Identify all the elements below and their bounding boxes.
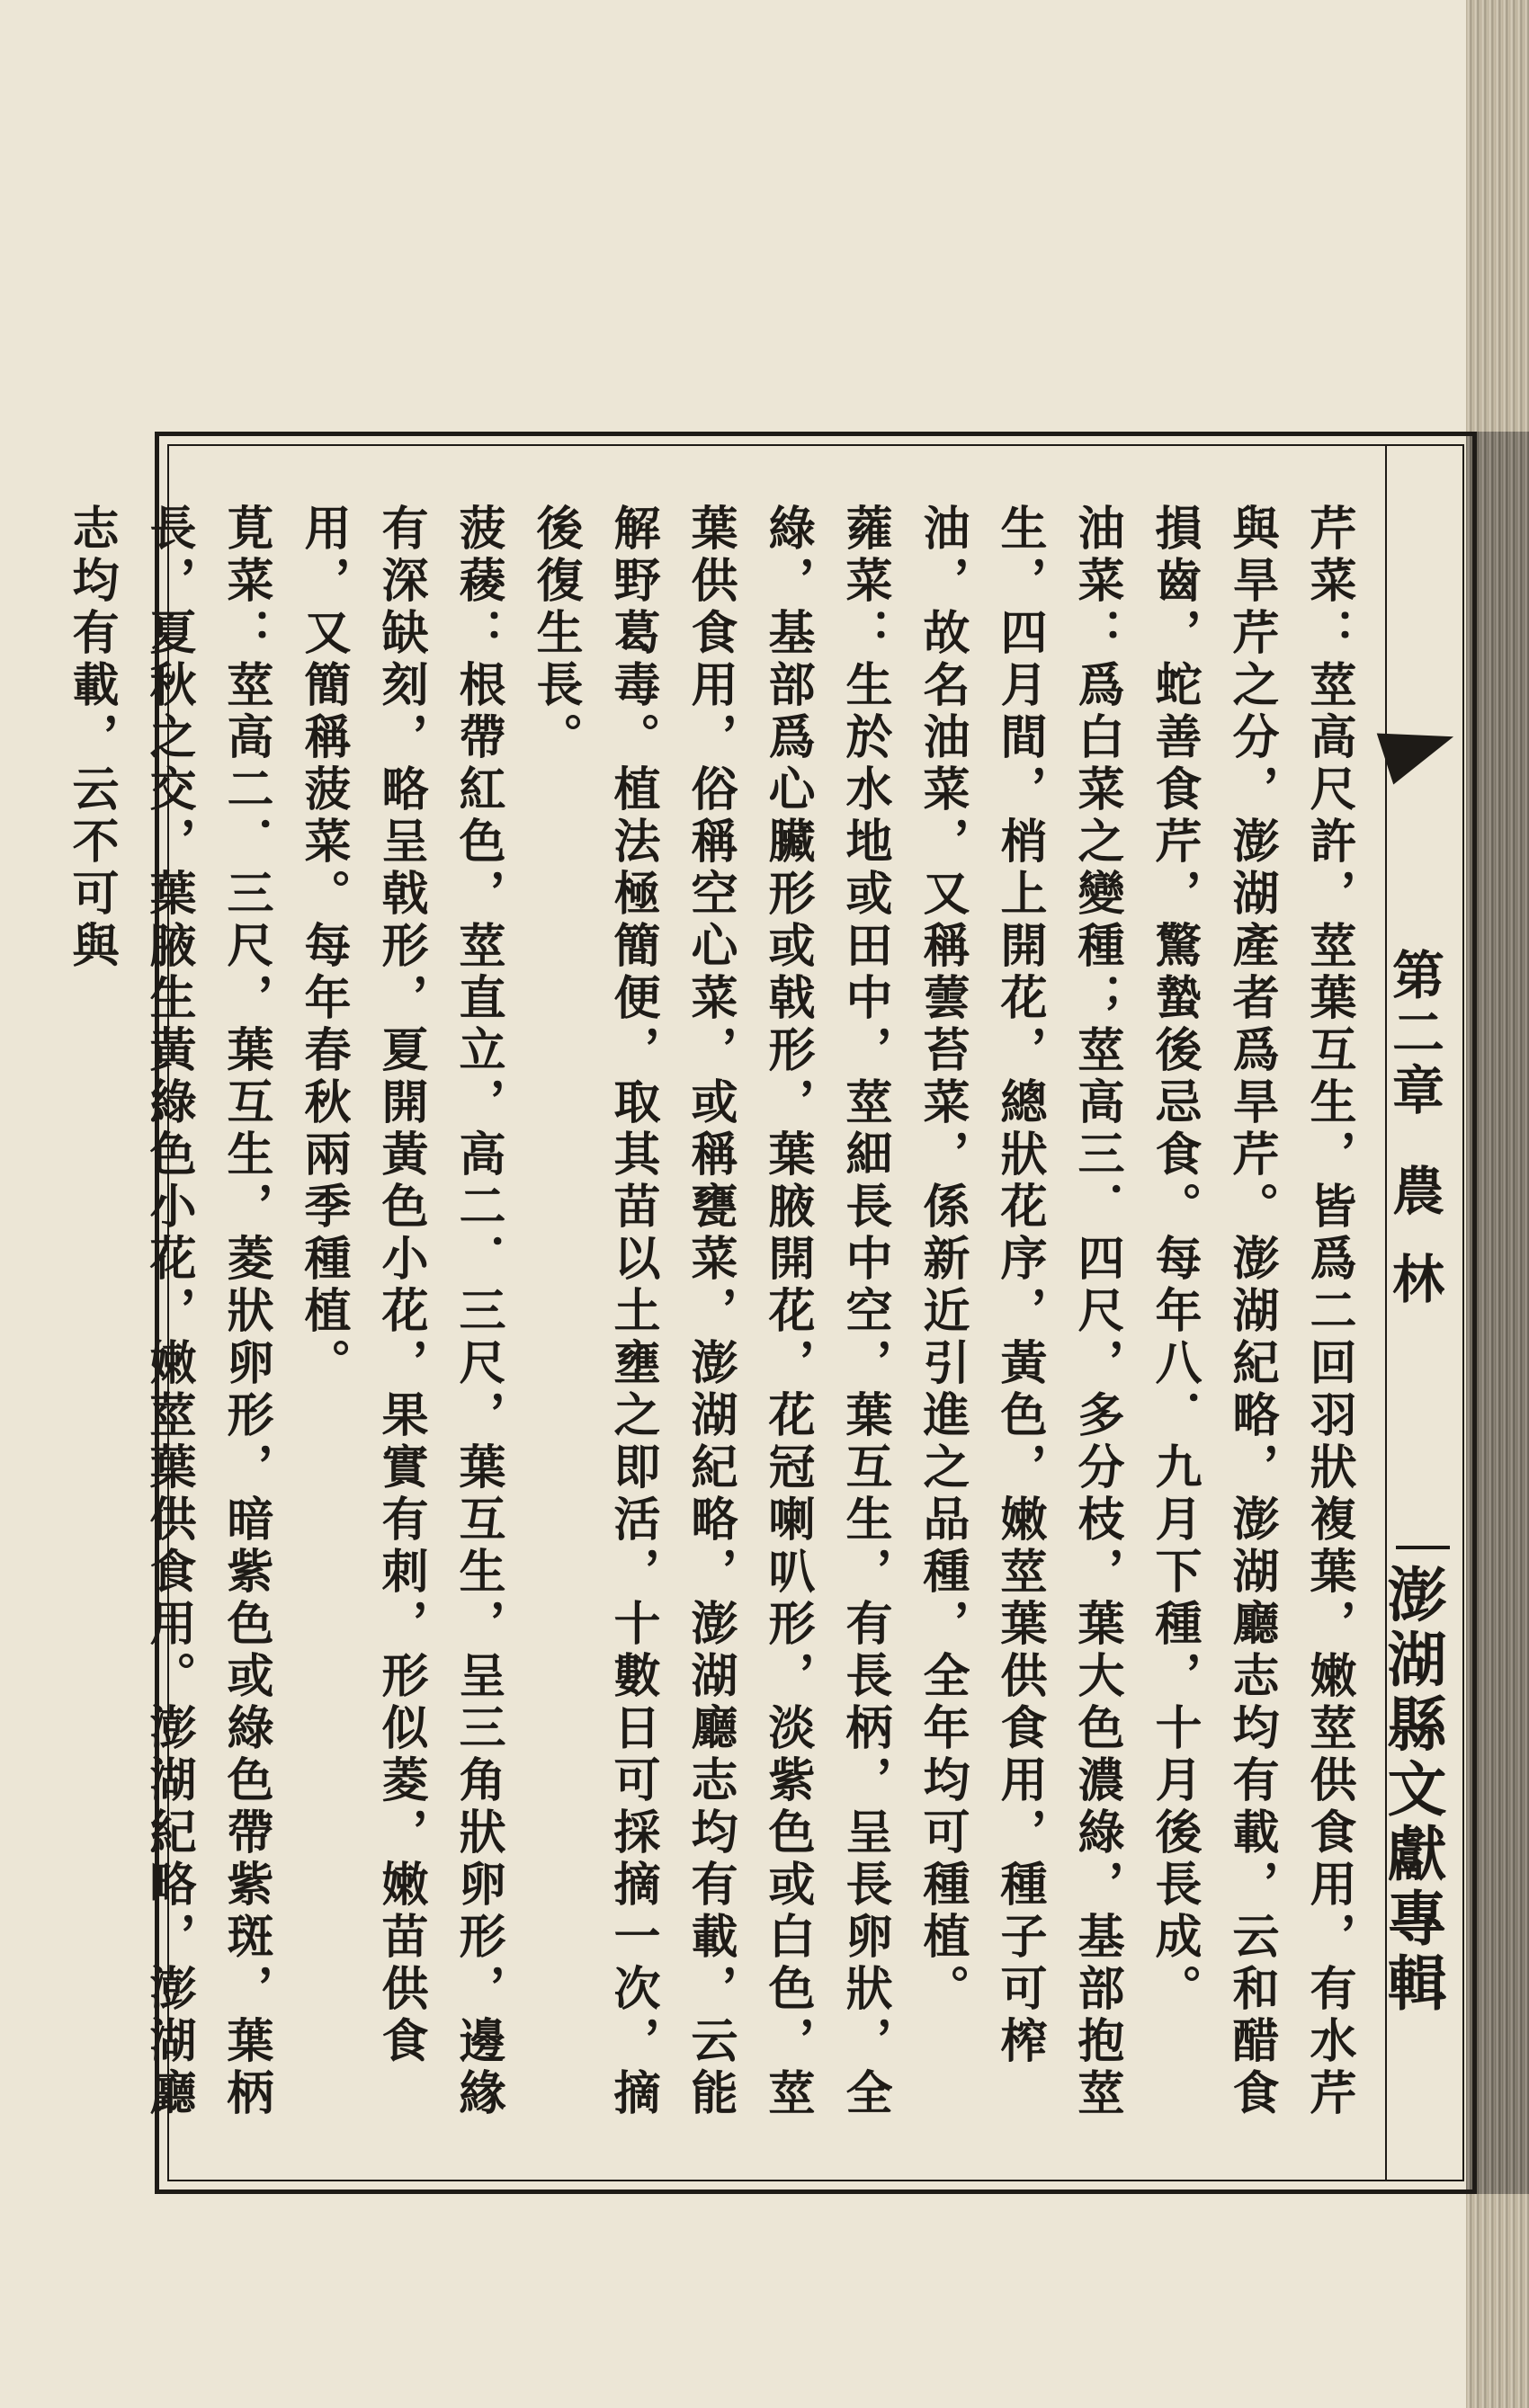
body-text [64, 504, 1367, 2167]
entry-water-spinach [516, 504, 903, 2167]
entry-term: 菠薐 [451, 504, 505, 608]
section-label: 農林 [1383, 1164, 1444, 1340]
entry-text: ：莖高尺許，莖葉互生，皆爲二回羽狀複葉，嫩莖供食用，有水芹與旱芹之分，澎湖產者爲旱芹。澎湖紀略，澎湖廳志均有載，云和醋食損齒，蛇善食芹，驚蟄後忌食。每年八．九月下種，十月後長成。 [1147, 504, 1356, 2120]
entry-text: ：爲白菜之變種；莖高三．四尺，多分枝，葉大色濃綠，基部抱莖生，四月間，梢上開花，總狀花序，黃色，嫩莖葉供食用，種子可榨油，故名油菜，又稱蕓苔菜，係新近引進之品種，全年均可種植。 [915, 504, 1124, 2120]
entry-text: ：莖高二．三尺，葉互生，菱狀卵形，暗紫色或綠色帶紫斑，葉柄長，夏秋之交，葉腋生黃綠色小花，嫩莖葉供食用。澎湖紀略，澎湖廳志均有載，云不可與 [64, 504, 273, 2120]
running-header [1377, 444, 1464, 2181]
entry-spinach [284, 504, 516, 2167]
entry-amaranth [52, 504, 284, 2167]
header-wedge-ornament [1377, 711, 1462, 785]
header-rule [1396, 1546, 1450, 1549]
entry-rapeseed [903, 504, 1135, 2167]
entry-text: ：生於水地或田中，莖細長中空，葉互生，有長柄，呈長卵狀，全綠，基部爲心臟形或戟形，葉腋開花，花冠喇叭形，淡紫色或白色，莖葉供食用，俗稱空心菜，或稱甕菜，澎湖紀略，澎湖廳志均有載，云能解野葛毒。植法極簡便，取其苗以土壅之即活，十數日可採摘一次，摘後復生長。 [528, 504, 892, 2120]
book-title: 澎湖縣文獻專輯 [1377, 1564, 1447, 2017]
chapter-label: 第二章 [1383, 948, 1444, 1120]
entry-term: 蕹菜 [837, 504, 892, 608]
entry-term: 莧菜 [219, 504, 273, 608]
entry-term: 芹菜 [1301, 504, 1356, 608]
entry-text: ：根帶紅色，莖直立，高二．三尺，葉互生，呈三角狀卵形，邊緣有深缺刻，略呈戟形，夏開黃色小花，果實有刺，形似菱，嫩苗供食用，又簡稱菠菜。每年春秋兩季種植。 [296, 504, 505, 2120]
entry-celery [1135, 504, 1367, 2167]
entry-term: 油菜 [1069, 504, 1124, 608]
